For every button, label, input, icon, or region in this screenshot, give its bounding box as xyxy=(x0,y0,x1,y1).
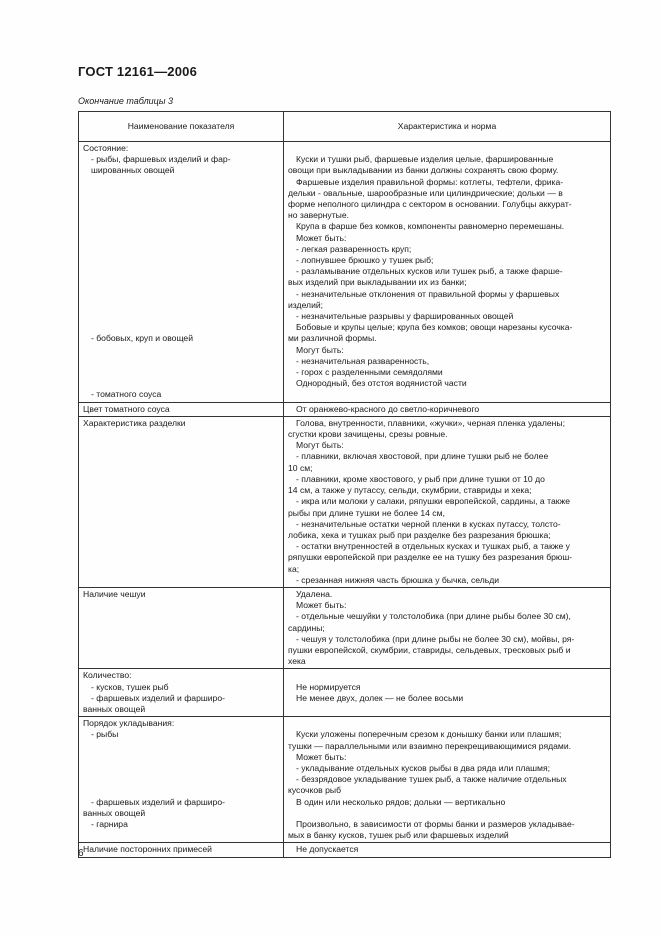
indicator-line xyxy=(83,221,279,232)
column-header-indicator: Наименование показателя xyxy=(79,112,284,142)
norm-line: но завернутые. xyxy=(288,210,349,221)
norm-line: мых в банку кусков, тушек рыб или фаршевых изделий xyxy=(288,830,509,841)
indicator-line xyxy=(83,289,279,300)
norm-line: Не нормируется xyxy=(296,681,361,692)
norm-line: - легкая разваренность круп; xyxy=(296,243,412,254)
norm-line: 10 см; xyxy=(288,462,313,473)
table-row-foreign-impurities xyxy=(79,843,611,857)
indicator-line: Количество: xyxy=(83,670,132,681)
norm-line: Могут быть: xyxy=(296,440,344,451)
indicator-line: ванных овощей xyxy=(83,807,146,818)
indicator-line: - рыбы xyxy=(91,729,119,740)
norm-line: Бобовые и крупы целые; крупа без комков; овощи нарезаны кусочка- xyxy=(296,322,573,333)
norm-line: Крупа в фарше без комков, компоненты равномерно перемешаны. xyxy=(296,221,565,232)
norm-line: Может быть: xyxy=(296,751,347,762)
indicator-line: ванных овощей xyxy=(83,703,146,714)
norm-line: - плавники, кроме хвостового, у рыб при длине тушки от 10 до xyxy=(296,473,545,484)
norm-line: - срезанная нижняя часть брюшка у бычка, сельди xyxy=(296,574,500,585)
indicator-line xyxy=(83,785,279,796)
indicator-line: Наличие посторонних примесей xyxy=(83,844,212,855)
norm-line: - плавники, включая хвостовой, при длине тушки рыб не более xyxy=(296,451,549,462)
norm-line: От оранжево-красного до светло-коричневого xyxy=(296,403,480,414)
norm-line: - незначительные отклонения от правильной формы у фаршевых xyxy=(296,288,560,299)
indicator-cell xyxy=(79,142,284,403)
indicator-line: шированных овощей xyxy=(91,165,175,176)
table-row-scales xyxy=(79,587,611,668)
indicator-line: - фаршевых изделий и фарширо- xyxy=(91,796,225,807)
norm-line: Могут быть: xyxy=(296,344,344,355)
document-title: ГОСТ 12161—2006 xyxy=(78,64,197,79)
norm-line: Произвольно, в зависимости от формы банки и размеров укладывае- xyxy=(296,818,575,829)
indicator-line xyxy=(83,177,279,188)
indicator-cell xyxy=(79,843,284,857)
indicator-line xyxy=(83,741,279,752)
indicator-cell xyxy=(79,669,284,717)
norm-line: - остатки внутренностей в отдельных кусках и тушках рыб, а также у xyxy=(296,541,570,552)
norm-line: Голова, внутренности, плавники, «жучки», черная пленка удалены; xyxy=(296,417,565,428)
indicator-line xyxy=(83,199,279,210)
indicator-cell xyxy=(79,587,284,668)
indicator-line xyxy=(83,210,279,221)
indicator-line: - рыбы, фаршевых изделий и фар- xyxy=(91,154,231,165)
norm-line: рыбы при длине тушки не более 14 см, xyxy=(288,507,445,518)
norm-line: - горох с разделенными семядолями xyxy=(296,367,443,378)
norm-line: - икра или молоки у салаки, ряпушки европейской, сардины, а также xyxy=(296,496,571,507)
norm-line: сгустки крови зачищены, срезы ровные. xyxy=(288,429,448,440)
indicator-line xyxy=(83,367,279,378)
norm-cell xyxy=(284,669,611,717)
indicator-line xyxy=(83,345,279,356)
indicator-line xyxy=(83,356,279,367)
norm-line: кусочков рыб xyxy=(288,785,341,796)
norm-line: Куски и тушки рыб, фаршевые изделия целые, фаршированные xyxy=(296,154,554,165)
indicator-line xyxy=(83,233,279,244)
norm-cell xyxy=(284,717,611,843)
indicator-line xyxy=(83,277,279,288)
indicator-line: - томатного соуса xyxy=(91,389,162,400)
norm-cell xyxy=(284,142,611,403)
norm-line: лобика, хека и тушках рыб при разделке без разрезания брюшка; xyxy=(288,529,551,540)
norm-line: - незначительная разваренность, xyxy=(296,355,430,366)
indicator-line xyxy=(83,752,279,763)
norm-line: Фаршевые изделия правильной формы: котлеты, тефтели, фрика- xyxy=(296,176,564,187)
norm-line: Не допускается xyxy=(296,844,359,855)
norm-line: изделий; xyxy=(288,299,324,310)
norm-line: хека xyxy=(288,656,306,667)
indicator-line xyxy=(83,322,279,333)
indicator-line: Наличие чешуи xyxy=(83,588,146,599)
page-number: 6 xyxy=(78,848,84,859)
indicator-line: Состояние: xyxy=(83,143,129,153)
norm-line: овощи при выкладывании из банки должны сохранять свою форму. xyxy=(288,165,559,176)
indicator-line: - гарнира xyxy=(91,818,128,829)
requirements-table xyxy=(78,111,611,858)
norm-line: ми различной формы. xyxy=(288,333,377,344)
indicator-line xyxy=(83,774,279,785)
indicator-line xyxy=(83,244,279,255)
norm-line xyxy=(288,143,606,154)
norm-line: - незначительные разрывы у фаршированных овощей xyxy=(296,311,514,322)
norm-line: тушки — параллельными или взаимно перекрещивающимися рядами. xyxy=(288,740,572,751)
table-header-row xyxy=(79,112,611,142)
indicator-line: Характеристика разделки xyxy=(83,417,186,428)
norm-cell xyxy=(284,587,611,668)
indicator-line xyxy=(83,378,279,389)
norm-line: вых изделий при выкладывании их из банки; xyxy=(288,277,467,288)
indicator-line: - фаршевых изделий и фарширо- xyxy=(91,692,225,703)
norm-line: Однородный, без отстоя водянистой части xyxy=(296,378,467,389)
indicator-line xyxy=(83,266,279,277)
indicator-line: - кусков, тушек рыб xyxy=(91,681,169,692)
norm-line: Может быть: xyxy=(296,600,347,611)
norm-line: - незначительные остатки черной пленки в кусках путассу, толсто- xyxy=(296,518,561,529)
norm-line xyxy=(288,704,606,715)
indicator-cell xyxy=(79,717,284,843)
table-row-cutting xyxy=(79,416,611,587)
table-row-packing-order xyxy=(79,717,611,843)
norm-cell xyxy=(284,402,611,416)
norm-line: - разламывание отдельных кусков или тушек рыб, а также фарше- xyxy=(296,266,563,277)
table-row-quantity xyxy=(79,669,611,717)
indicator-line xyxy=(83,300,279,311)
norm-line: ряпушки европейской при разделке ее на тушку без разрезания брюш- xyxy=(288,552,573,563)
norm-line: сардины; xyxy=(288,622,325,633)
norm-line: ка; xyxy=(288,563,300,574)
norm-cell xyxy=(284,843,611,857)
norm-line: - лопнувшее брюшко у тушек рыб; xyxy=(296,255,434,266)
norm-line xyxy=(288,718,606,729)
norm-line: В один или несколько рядов; дольки — вертикально xyxy=(296,796,506,807)
norm-line: Не менее двух, долек — не более восьми xyxy=(296,692,464,703)
norm-line: Может быть: xyxy=(296,232,347,243)
indicator-cell xyxy=(79,402,284,416)
norm-line: - отдельные чешуйки у толстолобика (при длине рыбы более 30 см), xyxy=(296,611,571,622)
norm-line: - чешуя у толстолобика (при длине рыбы не более 30 см), мойвы, ря- xyxy=(296,633,575,644)
column-header-norm: Характеристика и норма xyxy=(284,112,611,142)
norm-line: - укладывание отдельных кусков рыбы в два ряда или плашмя; xyxy=(296,762,550,773)
norm-line: дельки - овальные, шарообразные или цилиндрические; дольки — в xyxy=(288,187,563,198)
table-row-state xyxy=(79,142,611,403)
indicator-line xyxy=(83,763,279,774)
norm-line: Удалена. xyxy=(296,588,333,599)
norm-line xyxy=(288,670,606,681)
table-caption: Окончание таблицы 3 xyxy=(78,96,173,106)
indicator-cell xyxy=(79,416,284,587)
indicator-line xyxy=(83,188,279,199)
indicator-line: Цвет томатного соуса xyxy=(83,403,170,414)
indicator-line: - бобовых, круп и овощей xyxy=(91,333,194,344)
indicator-line xyxy=(83,311,279,322)
norm-line: 14 см, а также у путассу, сельди, скумбрии, ставриды и хека; xyxy=(288,485,532,496)
table-row-tomato-sauce-color xyxy=(79,402,611,416)
indicator-line xyxy=(83,255,279,266)
norm-cell xyxy=(284,416,611,587)
norm-line: форме неполного цилиндра с сектором в основании. Голубцы аккурат- xyxy=(288,199,572,210)
norm-line: пушки европейской, скумбрии, ставриды, сельдевых, тресковых рыб и xyxy=(288,644,571,655)
norm-line: Куски уложены поперечным срезом к донышку банки или плашмя; xyxy=(296,729,562,740)
indicator-line: Порядок укладывания: xyxy=(83,718,175,729)
norm-line: - беззрядовое укладывание тушек рыб, а также наличие отдельных xyxy=(296,774,567,785)
norm-line xyxy=(288,808,606,819)
